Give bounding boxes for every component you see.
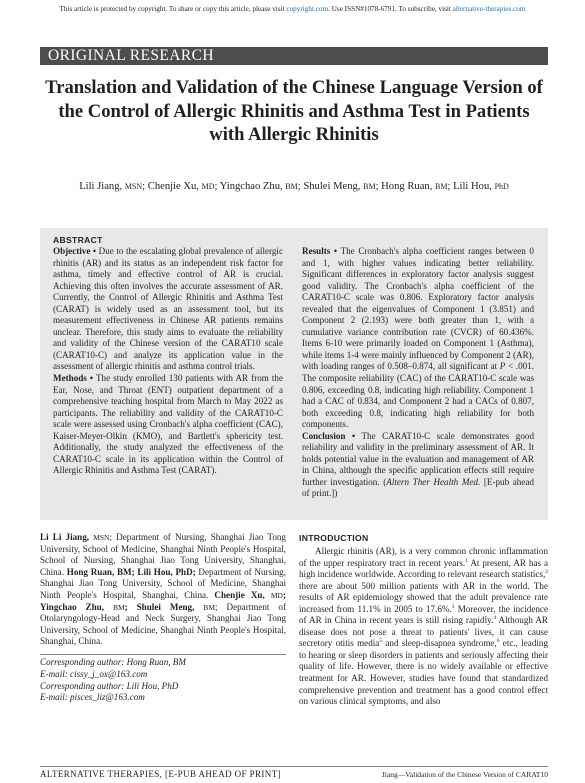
intro-text: etc., leading to hearing or sleep disorders in patients and seriously affecting their quality of life. However, there is no widely available or effective treatment for AR. However, studies have found that standardized comprehensive prevention and treatment has a good control effect on various clinical symptoms, and also (299, 638, 548, 707)
author-affiliations (40, 532, 286, 648)
objective-label: Objective • (53, 246, 97, 256)
affil-text: ; Department of Nursing, Shanghai Jiao Tong University, School of Medicine, Shanghai Ninth People's Hospital, School of Nursing, Shanghai Jiao Tong University, Shanghai, China. (40, 532, 286, 577)
affil-credential: BM (203, 602, 216, 612)
abstract-conclusion (302, 431, 534, 500)
footer-divider (40, 766, 548, 767)
author-name: Yingchao Zhu, (219, 181, 286, 192)
corresponding-author-1: Corresponding author: Hong Ruan, BM (40, 657, 186, 667)
corresponding-author-2: Corresponding author: Lili Hou, PhD (40, 680, 179, 691)
author-name: Lili Hou, (453, 181, 495, 192)
affil-author: Chenjie Xu, (214, 589, 271, 600)
citation-ref: 6 (496, 638, 500, 645)
copyright-link[interactable]: copyright.com (286, 5, 329, 13)
notice-middle: . Use ISSN#1078-6791. To subscribe, visit (328, 5, 453, 13)
author-credential: MD (201, 182, 215, 191)
intro-text: Allergic rhinitis (AR), is a very common chronic inflammation of the upper respiratory tract in recent years. (299, 546, 548, 568)
copyright-notice (0, 5, 585, 13)
methods-text: The study enrolled 130 patients with AR from the Ear, Nose, and Throat (ENT) outpatient department of a comprehensive teaching hospital from March to May 2022 as participants. The reliability and validity of the CARAT10-C scale were assessed using Cronbach's alpha coefficient (CAC), Kaiser-Meyer-Olkin (KMO), and Bartlett's sphericity test. Additionally, the study analyzed the effectiveness of the CARAT10-C scale in its application within the Control of Allergic Rhinitis and Asthma Test (CARAT). (53, 373, 283, 476)
author-credential: BM (363, 182, 376, 191)
conclusion-text-end: [E-pub ahead of print.]) (302, 476, 534, 499)
introduction-heading: INTRODUCTION (299, 533, 369, 543)
affil-text: Department of Nursing, Shanghai Jiao Tong University, School of Medicine, Shanghai Ninth People's Hospital, Shanghai, China. (40, 566, 286, 600)
notice-prefix: This article is protected by copyright. To share or copy this article, please visit (59, 5, 287, 13)
citation-ref: 3 (451, 603, 455, 610)
abstract-methods (53, 373, 283, 477)
correspondence-divider (40, 654, 286, 655)
citation-ref: 1 (465, 557, 468, 564)
affil-credential: MSN (93, 533, 110, 542)
intro-text: Although AR disease does not pose a threat to patients' lives, it can cause secretory otitis media (299, 615, 548, 649)
author-credential: PhD (494, 182, 509, 191)
citation-ref: 5 (379, 638, 383, 645)
results-text: The Cronbach's alpha coefficient ranges between 0 and 1, with higher values indicating better reliability. Significant differences in exploratory factor analysis suggest good validity. The Cronbach's alpha coefficient of the CARAT10-C scale was 0.806. Exploratory factor analysis revealed that the eigenvalues of Component 1 (3.851) and Component 2 (2.193) were both greater than 1, with a cumulative variance contribution rate (CVCR) of 60.436%. Items 6-10 were primarily loaded on Component 1 (Asthma), while items 1-4 were mainly influenced by Component 2 (AR), with loading ranges of 0.508–0.874, all significant at (302, 246, 534, 372)
intro-text: At present, AR has a high incidence worldwide. According to relevant research statistics, (299, 557, 548, 580)
journal-citation: Altern Ther Health Med. (386, 476, 481, 487)
author-name: Shulei Meng, (303, 181, 364, 192)
intro-text: Moreover, the incidence of AR in China in recent years is still rising rapidly. (299, 603, 548, 626)
affil-author: ; Shulei Meng, (124, 601, 204, 612)
p-value-symbol: P (499, 361, 506, 372)
article-title: Translation and Validation of the Chinese Language Version of the Control of Allergic Rhinitis and Asthma Test in Patients with Allergic Rhinitis (45, 77, 543, 145)
affil-text: ; Department of Otolaryngology-Head and Neck Surgery, Shanghai Jiao Tong University, School of Medicine, Shanghai Ninth People's Hospital, Shanghai, China. (40, 601, 286, 647)
running-title: Jiang—Validation of the Chinese Version of CARAT10 (381, 770, 548, 779)
abstract-right-column (302, 246, 534, 500)
author-name: Hong Ruan, (381, 181, 436, 192)
journal-footer: ALTERNATIVE THERAPIES, [E-PUB AHEAD OF PRINT] (40, 769, 282, 779)
subscribe-link[interactable]: alternative-therapies.com (452, 5, 526, 13)
methods-label: Methods • (53, 373, 94, 384)
email-1[interactable]: E-mail: cissy_j_ox@163.com (40, 668, 148, 679)
affil-credential: MD (270, 590, 283, 600)
intro-text: and sleep-disapnea syndrome, (382, 638, 497, 649)
objective-text: Due to the escalating global prevalence of allergic rhinitis (AR) and its status as an independent risk factor for asthma, timely and effective control of AR is crucial. Achieving this often involves the accurate assessment of AR. Currently, the Control of Allergic Rhinitis and Asthma Test (CARAT) is widely used as an assessment tool, but its measurement effectiveness in Chinese AR patients remains unclear. Therefore, this study aims to evaluate the reliability and validity of the Chinese version of the CARAT10 scale (CARAT10-C) and analyze its application value in the assessment of allergic rhinitis and asthma control trials. (53, 246, 283, 372)
author-list: Lili Jiang, MSN; Chenjie Xu, MD; Yingchao Zhu, BM; Shulei Meng, BM; Hong Ruan, BM; Lili Hou, PhD (79, 181, 509, 192)
author-name: Chenjie Xu, (147, 181, 202, 192)
author-credential: BM (285, 182, 298, 191)
citation-ref: 4 (493, 615, 497, 622)
affil-author: ; Yingchao Zhu, (40, 589, 286, 612)
affil-credential: BM (112, 602, 125, 612)
conclusion-text: The CARAT10-C scale demonstrates good reliability and validity in the preliminary assessment of AR. It holds potential value in the evaluation and management of AR in China, although the specific application effects still require further investigation. ( (302, 430, 534, 487)
section-label: ORIGINAL RESEARCH (48, 47, 214, 64)
abstract-left-column (53, 246, 283, 477)
results-label: Results • (302, 246, 338, 256)
intro-text: there are about 500 million patients with AR in the world. The results of AR epidemiology showed that the adult prevalence rate increased from 11.1% in 2005 to 17.6%. (299, 580, 548, 614)
correspondence-block (40, 657, 286, 704)
author-credential: BM (435, 182, 448, 191)
abstract-results (302, 246, 534, 431)
citation-ref: 2 (545, 569, 548, 576)
affil-author: Hong Ruan, BM; Lili Hou, PhD; (66, 566, 196, 577)
abstract-objective (53, 246, 283, 373)
email-2[interactable]: E-mail: pisces_liz@163.com (40, 692, 145, 703)
conclusion-label: Conclusion • (302, 430, 356, 441)
results-text-continued: < .001. The composite reliability (CAC) of the CARAT10-C scale was 0.806, exceeding 0.8, indicating high reliability. Component 1 had a CAC of 0.834, and Component 2 had a CACs of 0.807, both exceeding 0.8, indicating high reliability for both components. (302, 361, 534, 430)
author-name: Lili Jiang, (79, 181, 125, 192)
abstract-heading: ABSTRACT (53, 235, 103, 245)
author-credential: MSN (124, 182, 143, 191)
introduction-text (299, 546, 548, 708)
affil-author: Li Li Jiang, (40, 532, 94, 542)
